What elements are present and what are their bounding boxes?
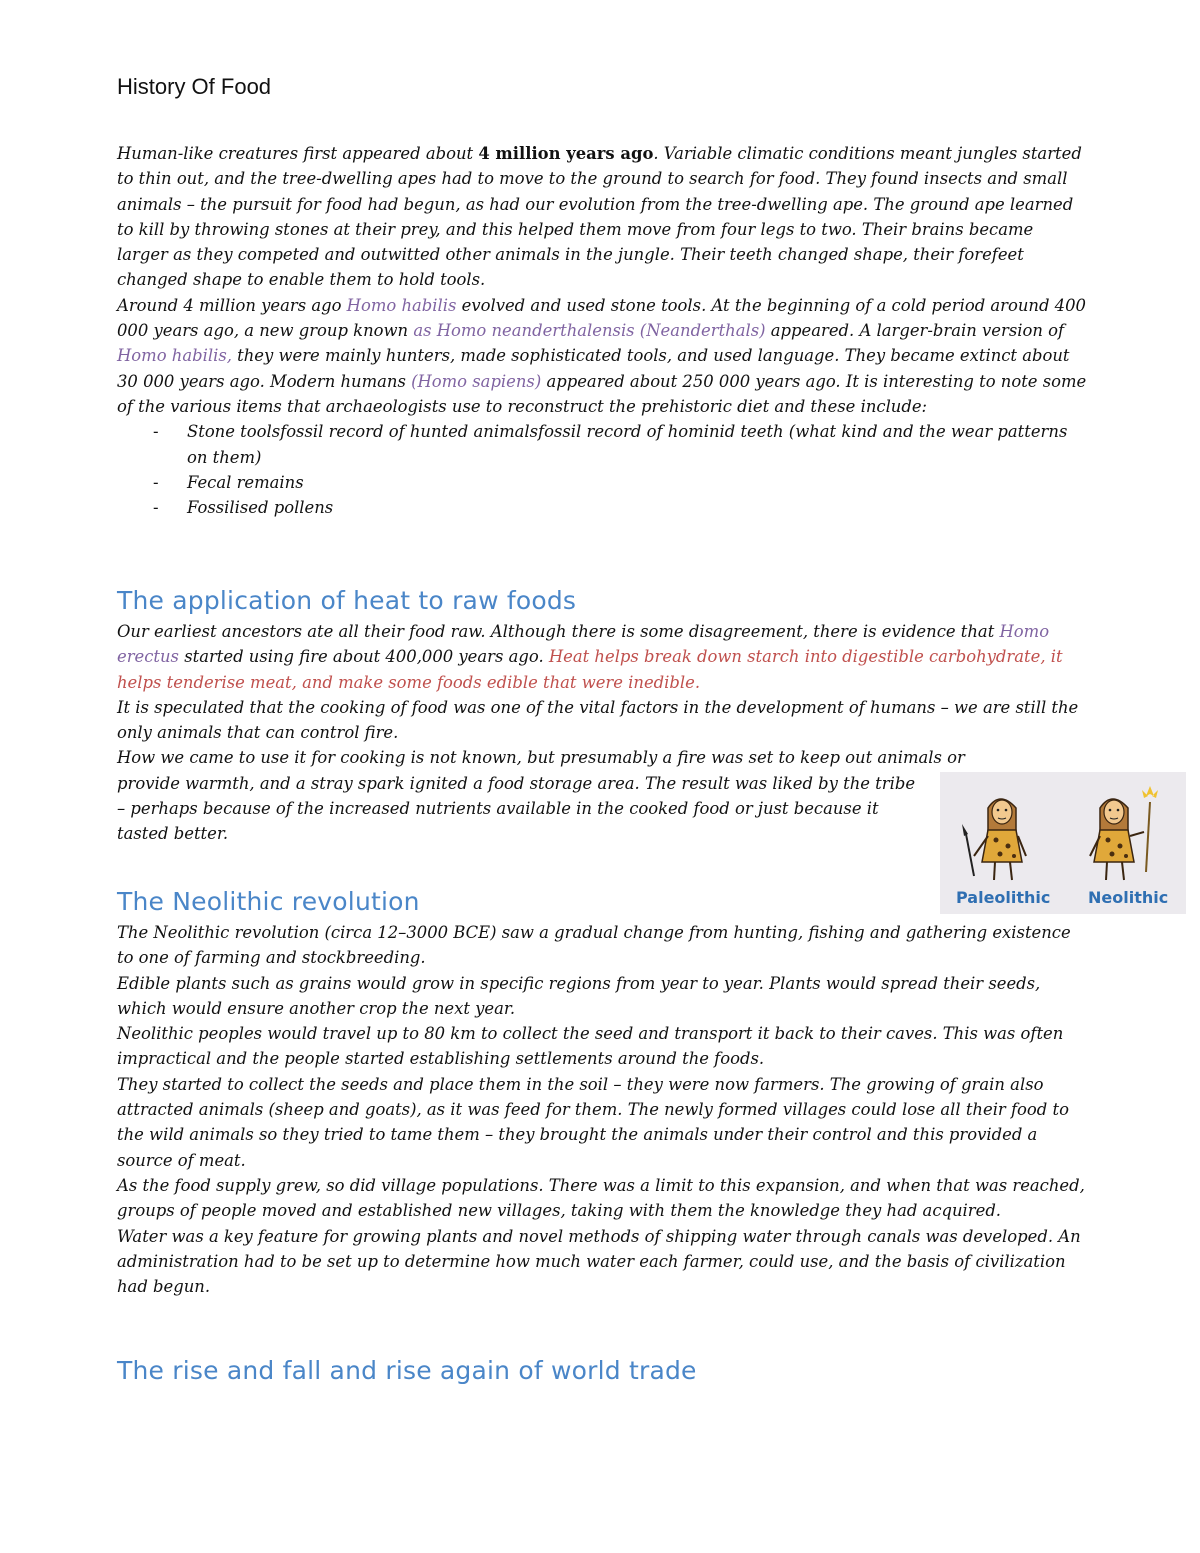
evidence-list [117,419,1087,520]
heat-paragraph-3: How we came to use it for cooking is not known, but presumably a fire was set to keep out animals or provide warmth, and a stray spark ignited a food storage area. The result was liked by the tribe – perhaps because of the increased nutrients available in the cooked food or just because it tasted better. [117,748,965,844]
neolithic-caveman-icon [1090,786,1158,880]
label-neolithic: Neolithic [1088,888,1169,907]
heading-world-trade: The rise and fall and rise again of world trade [117,1356,697,1385]
term-homo-erectus: Homo erectus [117,622,1050,667]
intro-section [117,141,1087,520]
neolithic-paragraph: Water was a key feature for growing plants and novel methods of shipping water through canals was developed. An administration had to be set up to determine how much water each farmer, could use, and the basis of civilization had begun. [117,1226,1081,1297]
label-paleolithic: Paleolithic [956,888,1051,907]
neolithic-paragraph: As the food supply grew, so did village populations. There was a limit to this expansion, and when that was reached, groups of people moved and established new villages, taking with them the knowledge they had acquired. [117,1175,1085,1221]
term-homo-habilis-2: Homo habilis, [117,346,232,366]
term-homo-habilis: Homo habilis [346,295,457,315]
list-item: - Fecal remains [153,472,304,492]
term-homo-sapiens: (Homo sapiens) [411,371,542,391]
paleolithic-neolithic-figure [940,772,1186,914]
heat-paragraph-2: It is speculated that the cooking of food was one of the vital factors in the development of humans – we are still the only animals that can control fire. [117,697,1079,743]
heading-neolithic: The Neolithic revolution [117,887,420,916]
neolithic-paragraph: Edible plants such as grains would grow in specific regions from year to year. Plants would spread their seeds, which would ensure another crop the next year. [117,973,1041,1018]
list-item: - Fossilised pollens [153,498,334,518]
paleolithic-caveman-icon [962,799,1026,880]
neolithic-paragraph: Neolithic peoples would travel up to 80 km to collect the seed and transport it back to their caves. This was often impractical and the people started establishing settlements around the foods. [117,1024,1064,1069]
heat-paragraph-1: Our earliest ancestors ate all their food raw. Although there is some disagreement, there is evidence that Homo erectus started using fire about 400,000 years ago. Heat helps break down starch into digestible carbohydrate, it helps tenderise meat, and make some foods edible that were inedible. [117,622,1063,692]
term-neanderthalensis: as Homo neanderthalensis (Neanderthals) [413,321,766,341]
heading-heat: The application of heat to raw foods [117,586,577,615]
document-title: History Of Food [117,74,272,99]
intro-paragraph-1: Human-like creatures first appeared about 4 million years ago. Variable climatic conditions meant jungles started to thin out, and the tree-dwelling apes had to move to the ground to search for food. They found insects and small animals – the pursuit for food had begun, as had our evolution from the tree-dwelling ape. The ground ape learned to kill by throwing stones at their prey, and this helped them move from four legs to two. Their brains became larger as they competed and outwitted other animals in the jungle. Their teeth changed shape, their forefeet changed shape to enable them to hold tools. [117,144,1082,290]
neolithic-section [117,920,1087,1299]
list-item: - Stone toolsfossil record of hunted animalsfossil record of hominid teeth (what kind and the wear patterns on them) [153,422,1068,467]
highlight-heat-benefits: Heat helps break down starch into digestible carbohydrate, it helps tenderise meat, and make some foods edible that were inedible. [117,647,1063,692]
neolithic-paragraph: They started to collect the seeds and place them in the soil – they were now farmers. The growing of grain also attracted animals (sheep and goats), as it was feed for them. The newly formed villages could lose all their food to the wild animals so they tried to tame them – they brought the animals under their control and this provided a source of meat. [117,1074,1069,1170]
neolithic-paragraph: The Neolithic revolution (circa 12–3000 BCE) saw a gradual change from hunting, fishing and gathering existence to one of farming and stockbreeding. [117,923,1071,968]
intro-paragraph-2: Around 4 million years ago Homo habilis evolved and used stone tools. At the beginning of a cold period around 400 000 years ago, a new group known as Homo neanderthalensis (Neanderthals) appeared. A larger-brain version of Homo habilis, they were mainly hunters, made sophisticated tools, and used language. They became extinct about 30 000 years ago. Modern humans (Homo sapiens) appeared about 250 000 years ago. It is interesting to note some of the various items that archaeologists use to reconstruct the prehistoric diet and these include: [117,295,1087,416]
emphasis-4-million-years: 4 million years ago [478,144,654,163]
